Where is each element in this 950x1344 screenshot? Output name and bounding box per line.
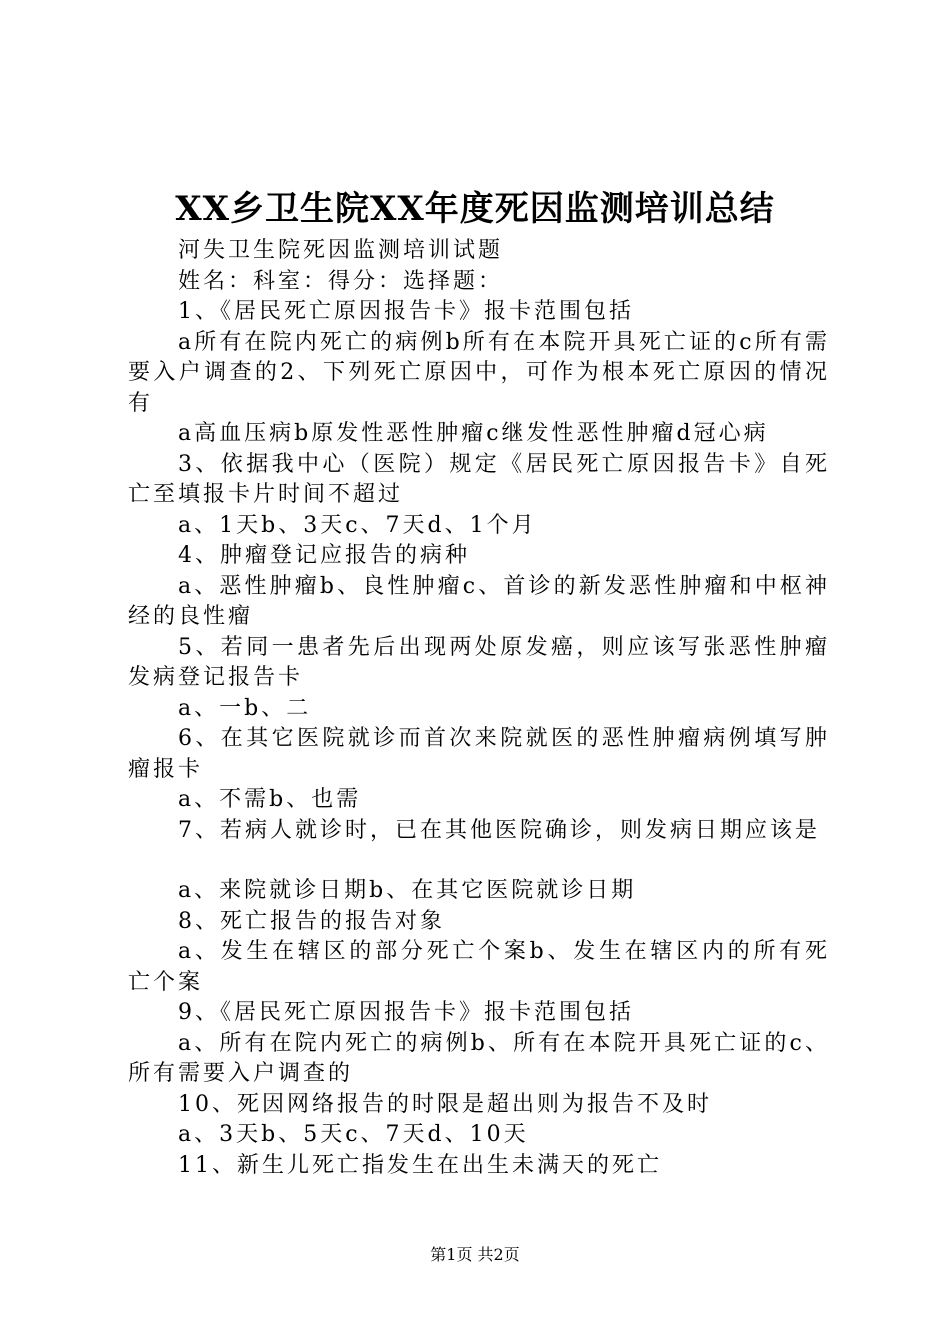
question-8: 8、死亡报告的报告对象 xyxy=(178,908,445,934)
exam-info-line: 姓名：科室：得分：选择题： xyxy=(178,268,504,294)
question-3: 3、依据我中心（医院）规定《居民死亡原因报告卡》自死亡至填报卡片时间不超过 xyxy=(128,451,830,507)
options-7: a、来院就诊日期b、在其它医院就诊日期 xyxy=(178,878,637,903)
question-6: 6、在其它医院就诊而首次来院就医的恶性肿瘤病例填写肿瘤报卡 xyxy=(128,726,830,782)
document-title: XX乡卫生院XX年度死因监测培训总结 xyxy=(175,189,775,229)
blank-line xyxy=(128,846,830,876)
document-body xyxy=(128,236,830,1181)
options-5: a、一b、二 xyxy=(178,695,312,721)
question-11: 11、新生儿死亡指发生在出生未满天的死亡 xyxy=(178,1152,662,1178)
options-9: a、所有在院内死亡的病例b、所有在本院开具死亡证的c、所有需要入户调查的 xyxy=(128,1030,830,1086)
options-6: a、不需b、也需 xyxy=(178,787,362,812)
options-3: a、1天b、3天c、7天d、1个月 xyxy=(178,512,537,538)
question-4: 4、肿瘤登记应报告的病种 xyxy=(178,543,470,568)
page-footer: 第1页 共2页 xyxy=(430,1245,520,1264)
options-1-question-2: a所有在院内死亡的病例b所有在本院开具死亡证的c所有需要入户调查的2、下列死亡原因中，可作为根本死亡原因的情况有 xyxy=(128,329,830,416)
options-4: a、恶性肿瘤b、良性肿瘤c、首诊的新发恶性肿瘤和中枢神经的良性瘤 xyxy=(128,573,830,629)
options-2: a高血压病b原发性恶性肿瘤c继发性恶性肿瘤d冠心病 xyxy=(178,421,769,446)
options-10: a、3天b、5天c、7天d、10天 xyxy=(178,1122,529,1147)
question-10: 10、死因网络报告的时限是超出则为报告不及时 xyxy=(178,1091,712,1117)
exam-heading: 河失卫生院死因监测培训试题 xyxy=(178,238,504,263)
question-7: 7、若病人就诊时，已在其他医院确诊，则发病日期应该是 xyxy=(178,817,820,843)
question-9: 9、《居民死亡原因报告卡》报卡范围包括 xyxy=(178,1000,634,1025)
question-1: 1、《居民死亡原因报告卡》报卡范围包括 xyxy=(178,299,634,324)
options-8: a、发生在辖区的部分死亡个案b、发生在辖区内的所有死亡个案 xyxy=(128,939,830,995)
question-5: 5、若同一患者先后出现两处原发癌，则应该写张恶性肿瘤发病登记报告卡 xyxy=(128,634,830,690)
